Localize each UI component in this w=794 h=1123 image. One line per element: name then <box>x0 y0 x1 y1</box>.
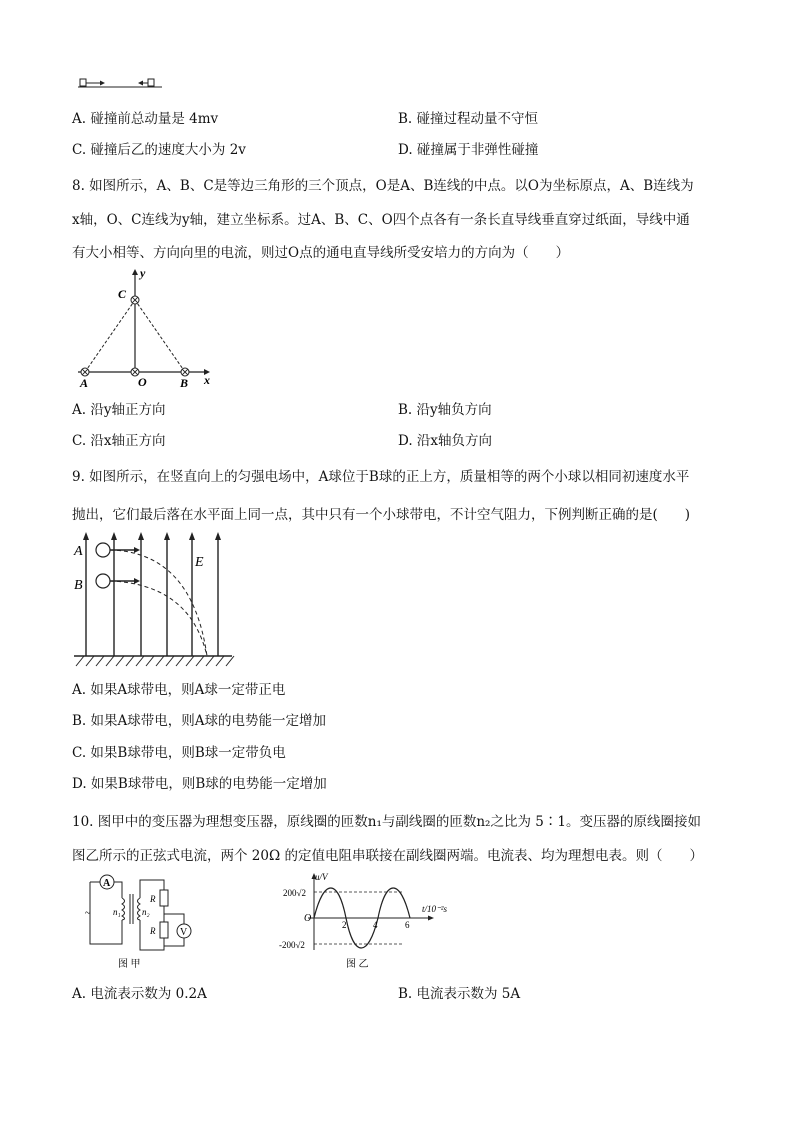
tick-4: 4 <box>373 920 378 930</box>
label-b: B <box>180 376 189 390</box>
q10-stem-line2: 图乙所示的正弦式电流，两个 20Ω 的定值电阻串联接在副线圈两端。电流表、均为理想电表。则（ ） <box>72 848 703 864</box>
q9-option-c: C. 如果B球带电，则B球一定带负电 <box>72 745 286 761</box>
q7-option-c: C. 碰撞后乙的速度大小为 2v <box>72 142 246 158</box>
tick-2: 2 <box>342 920 347 930</box>
tick-6: 6 <box>405 920 410 930</box>
ball-a <box>96 543 110 557</box>
arrowhead-right-icon <box>100 81 105 86</box>
q10-figure-a <box>82 872 212 972</box>
caption-yi: 图 乙 <box>346 959 369 970</box>
ball-b <box>96 574 110 588</box>
q9-figure <box>72 528 242 670</box>
q8-stem-line3: 有大小相等、方向向里的电流，则过O点的通电直导线所受安培力的方向为（ ） <box>72 245 570 261</box>
r1-label: R <box>150 894 156 904</box>
t-axis-arrow-icon <box>428 916 434 921</box>
xlabel-t: t/10⁻²s <box>422 904 447 914</box>
n2-label: n₂ <box>142 907 150 917</box>
q10-option-b: B. 电流表示数为 5A <box>398 986 521 1002</box>
label-ball-b: B <box>74 578 83 593</box>
label-ball-a: A <box>74 544 83 559</box>
q9-stem-line2: 抛出，它们最后落在水平面上同一点，其中只有一个小球带电，不计空气阻力，下例判断正确的是( ) <box>72 507 691 523</box>
q8-stem-line2: x轴，O、C连线为y轴，建立坐标系。过A、B、C、O四个点各有一条长直导线垂直穿过纸面，导线中通 <box>72 212 690 228</box>
field-arrowheads-icon <box>83 532 221 540</box>
q7-option-a: A. 碰撞前总动量是 4mv <box>72 111 219 127</box>
origin-label: O <box>304 913 312 924</box>
ground-hatch <box>76 656 234 666</box>
ac-source-icon: ~ <box>85 908 91 919</box>
q9-option-d: D. 如果B球带电，则B球的电势能一定增加 <box>72 776 327 792</box>
q8-option-b: B. 沿y轴负方向 <box>398 402 492 418</box>
resistor-r2 <box>160 922 168 938</box>
ymax-label: 200√2 <box>283 888 306 898</box>
q8-option-c: C. 沿x轴正方向 <box>72 433 166 449</box>
label-field-e: E <box>195 555 204 570</box>
q8-stem-line1: 8. 如图所示，A、B、C是等边三角形的三个顶点，O是A、B连线的中点。以O为坐标原点，A、B连线为 <box>72 178 694 194</box>
ammeter-label: A <box>103 878 111 889</box>
voltmeter-icon <box>177 924 191 938</box>
q7-figure <box>78 76 168 90</box>
arrowhead-left-icon <box>138 81 143 86</box>
ammeter-icon <box>100 875 114 889</box>
side-bc <box>135 300 185 372</box>
block-yi <box>148 79 154 86</box>
label-o: O <box>138 375 147 389</box>
velocity-arrowhead-a-icon <box>134 547 140 553</box>
secondary-coil-icon <box>138 898 141 920</box>
y-axis-arrow-icon <box>132 269 138 275</box>
resistor-r1 <box>160 890 168 906</box>
q9-option-a: A. 如果A球带电，则A球一定带正电 <box>72 682 286 698</box>
q9-stem-line1: 9. 如图所示，在竖直向上的匀强电场中，A球位于B球的正上方，质量相等的两个小球以相同初速度水平 <box>72 469 690 485</box>
voltmeter-label: V <box>180 927 188 938</box>
primary-coil-icon <box>122 898 125 920</box>
caption-jia: 图 甲 <box>118 959 141 970</box>
label-a: A <box>80 376 89 390</box>
q8-option-d: D. 沿x轴负方向 <box>398 433 493 449</box>
label-y: y <box>140 266 146 280</box>
label-c: C <box>118 287 127 301</box>
wire-a-icon <box>81 368 89 376</box>
q10-stem-line1: 10. 图甲中的变压器为理想变压器，原线圈的匝数n₁与副线圈的匝数n₂之比为 5∶1。变压器的原线圈接如 <box>72 814 701 830</box>
q7-option-b: B. 碰撞过程动量不守恒 <box>398 111 539 127</box>
n1-label: n₁ <box>113 907 121 917</box>
r2-label: R <box>150 926 156 936</box>
q8-figure <box>72 266 232 392</box>
label-x: x <box>204 373 210 387</box>
q9-option-b: B. 如果A球带电，则A球的电势能一定增加 <box>72 713 327 729</box>
velocity-arrowhead-b-icon <box>134 578 140 584</box>
ymin-label: -200√2 <box>279 940 305 950</box>
wire-c-icon <box>131 296 139 304</box>
q10-figure-b <box>268 872 468 972</box>
side-ac <box>85 300 135 372</box>
q10-option-a: A. 电流表示数为 0.2A <box>72 986 207 1002</box>
wire-b-icon <box>181 368 189 376</box>
ylabel-u: u/V <box>315 872 328 882</box>
block-jia <box>80 79 86 86</box>
q8-option-a: A. 沿y轴正方向 <box>72 402 166 418</box>
q7-option-d: D. 碰撞属于非弹性碰撞 <box>398 142 539 158</box>
